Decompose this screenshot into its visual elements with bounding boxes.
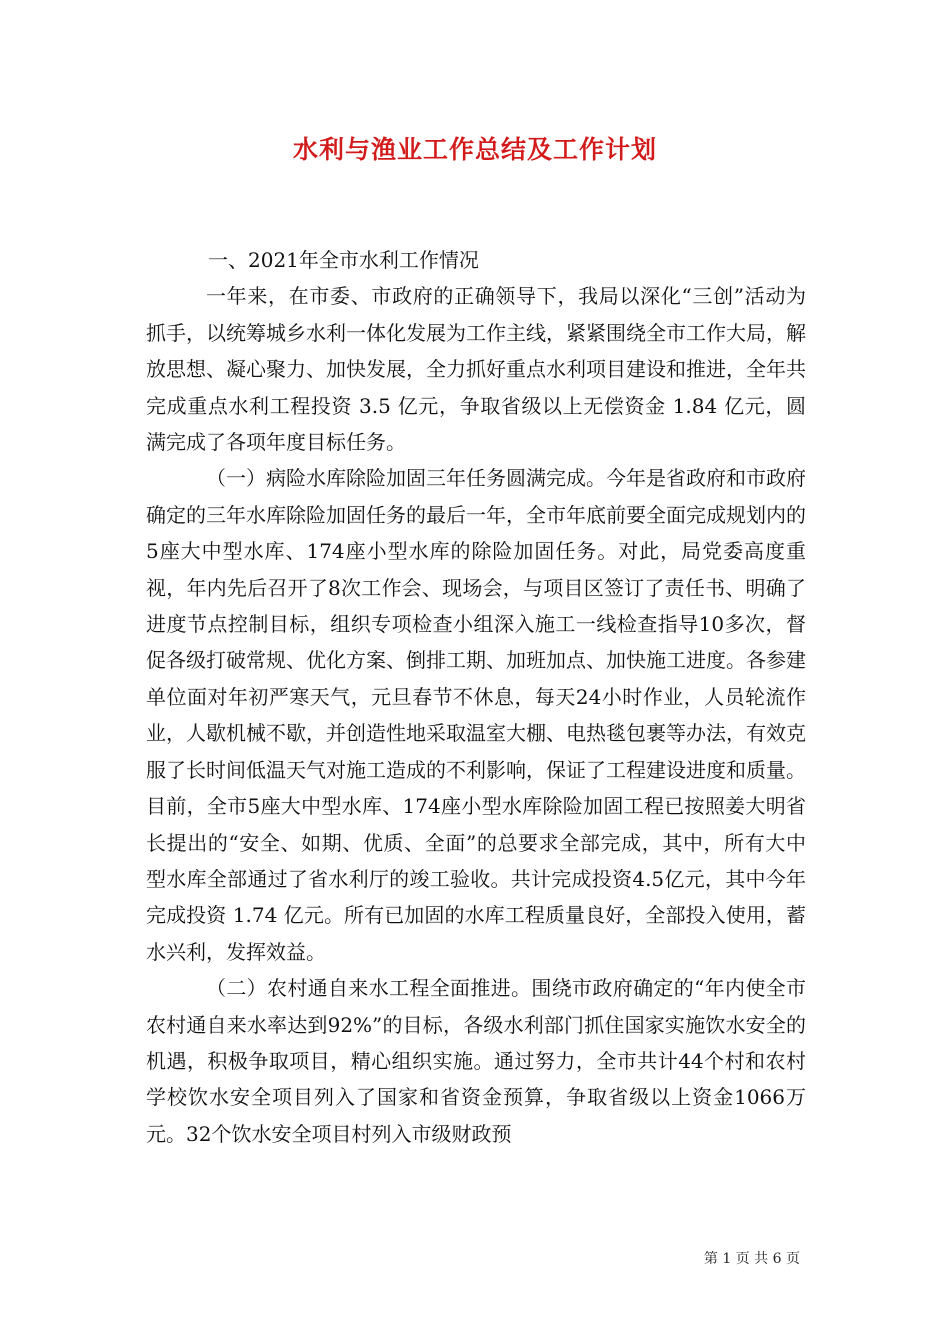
document-body (146, 242, 806, 1152)
document-title: 水利与渔业工作总结及工作计划 (292, 135, 657, 164)
page-indicator: 第 1 页 共 6 页 (703, 1251, 800, 1267)
paragraph-reservoir: （一）病险水库除险加固三年任务圆满完成。今年是省政府和市政府确定的三年水库除险加固任务的最后一年，全市年底前要全面完成规划内的5座大中型水库、174座小型水库的除险加固任务。对此，局党委高度重视，年内先后召开了8次工作会、现场会，与项目区签订了责任书、明确了进度节点控制目标，组织专项检查小组深入施工一线检查指导10多次，督促各级打破常规、优化方案、倒排工期、加班加点、加快施工进度。各参建单位面对年初严寒天气，元旦春节不休息，每天24小时作业，人员轮流作业，人歇机械不歇，并创造性地采取温室大棚、电热毯包裹等办法，有效克服了长时间低温天气对施工造成的不利影响，保证了工程建设进度和质量。目前，全市5座大中型水库、174座小型水库除险加固工程已按照姜大明省长提出的“安全、如期、优质、全面”的总要求全部完成，其中，所有大中型水库全部通过了省水利厅的竣工验收。共计完成投资4.5亿元，其中今年完成投资 1.74 亿元。所有已加固的水库工程质量良好，全部投入使用，蓄水兴利，发挥效益。 (146, 466, 806, 964)
paragraph-intro: 一年来，在市委、市政府的正确领导下，我局以深化“三创”活动为抓手，以统筹城乡水利一体化发展为工作主线，紧紧围绕全市工作大局，解放思想、凝心聚力、加快发展，全力抓好重点水利项目建设和推进，全年共完成重点水利工程投资 3.5 亿元，争取省级以上无偿资金 1.84 亿元，圆满完成了各项年度目标任务。 (146, 284, 806, 455)
paragraph-tapwater: （二）农村通自来水工程全面推进。围绕市政府确定的“年内使全市农村通自来水率达到92%”的目标，各级水利部门抓住国家实施饮水安全的机遇，积极争取项目，精心组织实施。通过努力，全市共计44个村和农村学校饮水安全项目列入了国家和省资金预算，争取省级以上资金1066万元。32个饮水安全项目村列入市级财政预 (146, 976, 806, 1146)
section-heading: 一、2021年全市水利工作情况 (208, 248, 479, 272)
